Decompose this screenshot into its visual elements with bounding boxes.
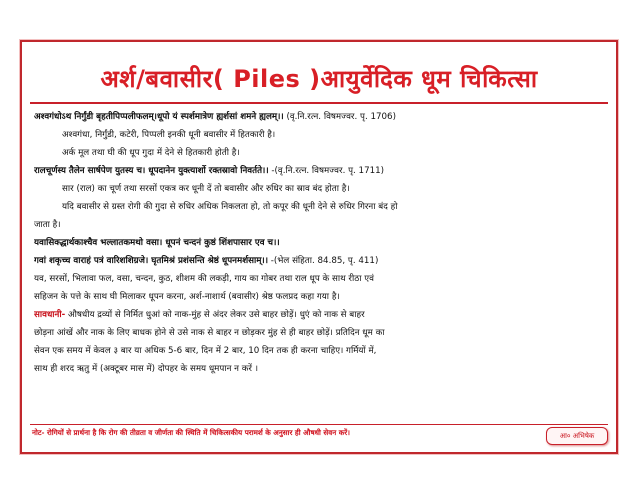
paragraph-line: अर्क मूल तथा घी की धूप गुदा में देने से हितकारी होती है। (62, 148, 240, 158)
caution-line (34, 306, 606, 324)
page-title: अर्श/बवासीर( Piles )आयुर्वेदिक धूम चिकित्सा (100, 65, 538, 93)
verse-line-3: यवासिक्द्धार्थकाश्चैव भल्लातकमथो वसा। धूपनं चन्दनं कुष्ठं शिंशपासार एव च।। (34, 238, 280, 248)
paragraph-line: जाता है। (34, 220, 61, 230)
caution-label: सावधानी- (34, 310, 66, 320)
verse-line-1 (34, 108, 606, 126)
note-divider (30, 424, 608, 425)
verse-text: गवां शकृच्च वाराहं पत्रं वारिशशिग्रजे। घृतमिश्रं प्रशंसन्ति श्रेष्ठं धूपनमर्शसाम्।। (34, 256, 269, 266)
verse-line-4 (34, 252, 606, 270)
paragraph-line: सेवन एक समय में केवल ३ बार या अधिक 5-6 बार, दिन में 2 बार, 10 दिन तक ही करना चाहिए। गर्मियों में, (34, 346, 377, 356)
verse-citation: -(भेल संहिता. 84.85, पृ. 411) (270, 256, 379, 266)
verse-citation: -(वृ.नि.रत्न. विषमज्वर. पृ. 1711) (271, 166, 385, 176)
author-badge: आ० अभिषेक (546, 427, 608, 445)
content-body (34, 108, 606, 378)
title-divider (30, 102, 608, 104)
paragraph-line: सहिजन के पत्ते के साथ घी मिलाकर धूपन करना, अर्श-नाशार्थ (बवासीर) श्रेष्ठ फलप्रद कहा गया है। (34, 292, 340, 302)
caution-text: औषधीय द्रव्यों से निर्मित धुआं को नाक-मुंह से अंदर लेकर उसे बाहर छोड़ें। धुएं को नाक से बाहर (68, 310, 365, 320)
paragraph-line: यव, सरसों, भिलावा फल, वसा, चन्दन, कुठ, शीशम की लकड़ी, गाय का गोबर तथा राल धूप के साथ रीठा एवं (34, 274, 374, 284)
verse-line-2 (34, 162, 606, 180)
paragraph-line: सार (राल) का चूर्ण तथा सरसों एकत्र कर धूनी दें तो बवासीर और रुधिर का स्राव बंद होता है। (62, 184, 350, 194)
paragraph-line: यदि बवासीर से ग्रस्त रोगी की गुदा से रुधिर अधिक निकलता हो, तो कपूर की धूनी देने से रुधिर गिरना बंद हो (62, 202, 398, 212)
verse-text: रालचूर्णस्य तैलेन सार्षपेण युतस्य च। धूपदानेन युक्त्यार्शो रक्तस्रावो निवर्तते।। (34, 166, 269, 176)
paragraph-line: छोड़ना आंखें और नाक के लिए बाधक होने से उसे नाक से बाहर न छोड़कर मुंह से ही बाहर छोड़ें। प्रतिदिन धूम का (34, 328, 385, 338)
verse-text: अश्वगंधोऽथ निर्गुंडी बृहतीपिप्पलीफलम्।धूपो यं स्पर्शमात्रेण ह्यर्शसां शमने ह्यलम्।। (34, 112, 284, 122)
paragraph-line: साथ ही शरद ऋतु में (अक्टूबर मास में) दोपहर के समय धूमपान न करें । (34, 364, 259, 374)
paragraph-line: अश्वगंधा, निर्गुंडी, कटेरी, पिप्पली इनकी धूनी बवासीर में हितकारी है। (62, 130, 276, 140)
document-frame (20, 40, 618, 454)
verse-citation: (वृ.नि.रत्न. विषमज्वर. पृ. 1706) (286, 112, 396, 122)
footer-note: नोट- रोगियों से प्रार्थना है कि रोग की तीव्रता व जीर्णता की स्थिति में चिकित्सकीय परामर्श के अनुसार ही औषधी सेवन करें। (32, 428, 350, 437)
